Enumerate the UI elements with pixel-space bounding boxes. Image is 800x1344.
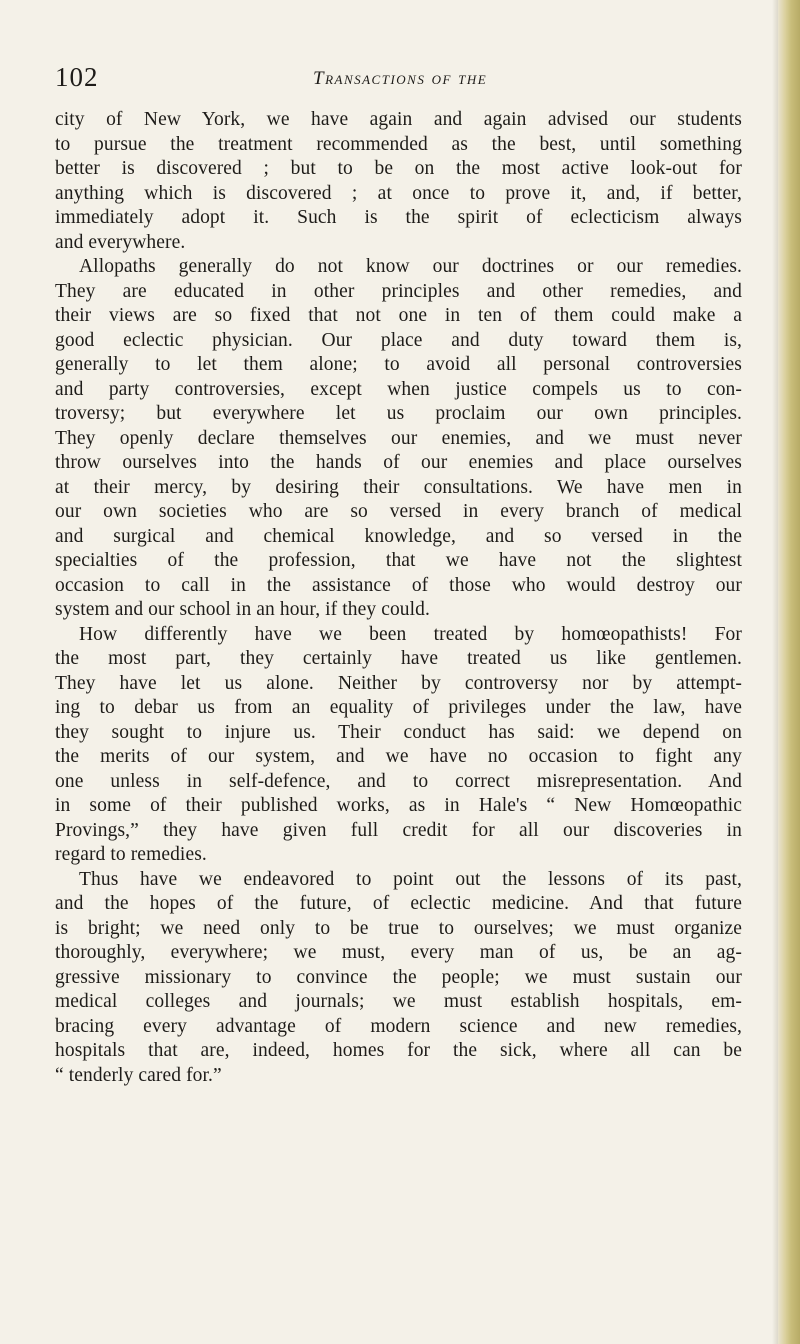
text-line: better is discovered ; but to be on the most active look-out for	[55, 158, 742, 179]
text-line: to pursue the treatment recommended as the best, until something	[55, 133, 742, 155]
text-line: gressive missionary to convince the people; we must sustain our	[55, 966, 742, 988]
text-line: system and our school in an hour, if they could.	[55, 599, 430, 620]
running-title: Transactions of the	[313, 68, 488, 89]
text-line: and everywhere.	[55, 231, 186, 253]
text-line: hospitals that are, indeed, homes for the sick, where all can be	[55, 1040, 742, 1061]
text-line: They are educated in other principles and other remedies, and	[55, 280, 742, 302]
text-line: specialties of the profession, that we have not the slightest	[55, 550, 742, 571]
text-line: troversy; but everywhere let us proclaim our own principles.	[55, 403, 742, 424]
text-line: their views are so fixed that not one in ten of them could make a	[55, 305, 742, 326]
page-edge	[778, 0, 800, 1344]
text-line: our own societies who are so versed in every branch of medical	[55, 501, 742, 522]
text-line: is bright; we need only to be true to ourselves; we must organize	[55, 917, 742, 939]
text-line: How differently have we been treated by homœopathists! For	[79, 623, 742, 645]
text-line: Provings,” they have given full credit for all our discoveries in	[55, 819, 742, 841]
text-line: and the hopes of the future, of eclectic medicine. And that future	[55, 893, 742, 914]
text-line: the most part, they certainly have treated us like gentlemen.	[55, 648, 742, 669]
text-line: the merits of our system, and we have no occasion to fight any	[55, 746, 742, 767]
text-line: good eclectic physician. Our place and duty toward them is,	[55, 329, 742, 351]
text-line: ing to debar us from an equality of privileges under the law, have	[55, 697, 742, 718]
text-line: throw ourselves into the hands of our enemies and place ourselves	[55, 452, 742, 473]
text-line: “ tenderly cared for.”	[55, 1064, 222, 1086]
text-line: occasion to call in the assistance of those who would destroy our	[55, 574, 742, 596]
text-line: and party controversies, except when justice compels us to con-	[55, 378, 742, 400]
text-line: city of New York, we have again and again advised our students	[55, 109, 742, 130]
text-line: Allopaths generally do not know our doctrines or our remedies.	[79, 256, 742, 277]
text-line: in some of their published works, as in Hale's “ New Homœopathic	[55, 795, 742, 816]
text-line: They openly declare themselves our enemies, and we must never	[55, 427, 742, 449]
text-line: anything which is discovered ; at once to prove it, and, if better,	[55, 182, 742, 204]
page-header	[55, 62, 745, 98]
body-text	[55, 108, 742, 1088]
page-number: 102	[55, 62, 99, 92]
text-line: bracing every advantage of modern science and new remedies,	[55, 1015, 742, 1037]
text-line: thoroughly, everywhere; we must, every man of us, be an ag-	[55, 942, 742, 963]
text-line: medical colleges and journals; we must establish hospitals, em-	[55, 991, 742, 1012]
text-line: immediately adopt it. Such is the spirit of eclecticism always	[55, 207, 742, 228]
text-line: regard to remedies.	[55, 844, 207, 865]
text-line: at their mercy, by desiring their consultations. We have men in	[55, 476, 742, 498]
text-line: generally to let them alone; to avoid all personal controversies	[55, 354, 742, 375]
text-line: one unless in self-defence, and to correct misrepresentation. And	[55, 770, 742, 792]
text-line: Thus have we endeavored to point out the lessons of its past,	[79, 868, 742, 890]
text-line: They have let us alone. Neither by controversy nor by attempt-	[55, 672, 742, 694]
text-line: they sought to injure us. Their conduct has said: we depend on	[55, 721, 742, 743]
text-line: and surgical and chemical knowledge, and so versed in the	[55, 525, 742, 547]
